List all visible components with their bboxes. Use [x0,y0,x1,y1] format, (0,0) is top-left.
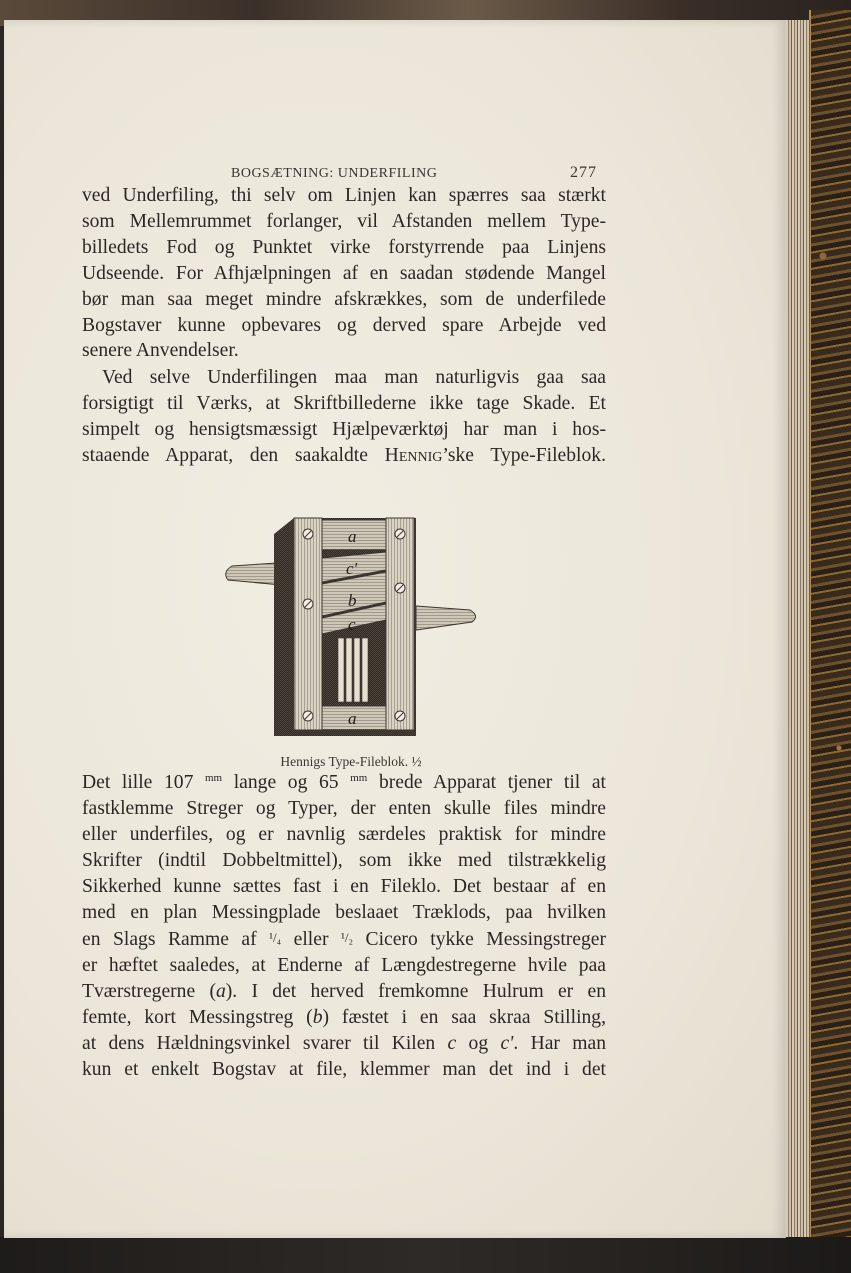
text-span: en Slags Ramme af [82,929,270,951]
text-span: ’ske Type-Fileblok. [442,444,606,466]
label-b: b [348,591,357,610]
italic-letter: c [447,1033,457,1055]
text-line: med en plan Messingplade beslaaet Træklods, paa hvilken [82,901,606,923]
unit-mm: mm [205,772,223,784]
paragraph-2 [82,365,606,469]
person-name: Hennig [384,444,443,466]
text-line: kun et enkelt Bogstav at file, klemmer man det ind i det [82,1058,606,1080]
text-span: ). I det herved fremkomne Hulrum er en [225,981,606,1003]
label-a-top: a [348,527,357,546]
italic-letter: c' [500,1033,514,1055]
caption-text: Hennigs Type-Fileblok. ½ [280,754,422,769]
text-line [82,1005,606,1031]
text-line: bør man saa meget mindre afskrækkes, som de underfilede [82,288,606,310]
text-line: fastklemme Streger og Typer, der enten skulle files mindre [82,797,606,819]
paragraph-1 [82,183,606,364]
label-c: c [348,615,356,634]
fraction: ¹/₄ [269,930,282,946]
text-span: staaende Apparat, den saakaldte [82,444,385,466]
text-line: simpelt og hensigtsmæssigt Hjælpeværktøj har man i hos- [82,418,606,440]
text-span: Tværstregerne ( [82,981,216,1003]
text-span: Cicero tykke Messingstreger [353,929,607,951]
text-span: at dens Hældningsvinkel svarer til Kilen [82,1033,448,1055]
text-line [82,443,606,469]
italic-letter: b [312,1007,323,1029]
text-line [82,925,606,953]
text-line: billedets Fod og Punktet virke forstyrrende paa Linjens [82,236,606,258]
book-page [4,20,786,1238]
text-line: Sikkerhed kunne sættes fast i en Fileklo. Det bestaar af en [82,875,606,897]
fraction: ¹/₂ [340,930,354,946]
italic-letter: a [215,981,226,1003]
running-title: BOGSÆTNING: UNDERFILING [231,166,438,181]
book-bottom-edge [0,1237,851,1273]
paragraph-3 [82,770,606,1083]
text-line: som Mellemrummet forlanger, vil Afstanden mellem Type- [82,210,606,232]
text-line [82,770,606,796]
page-number: 277 [570,164,597,181]
text-line: Bogstaver kunne opbevares og derved spare Arbejde ved [82,314,606,336]
text-line: eller underfiles, og er navnlig særdeles praktisk for mindre [82,823,606,845]
label-a-bottom: a [348,709,357,728]
text-span: brede Apparat tjener til at [367,772,606,793]
text-span: og [456,1033,501,1055]
text-span: femte, kort Messingstreg ( [82,1007,313,1029]
unit-mm: mm [350,772,368,784]
book-cover-edge [809,10,851,1240]
figure-caption [4,754,786,770]
text-line: Skrifter (indtil Dobbeltmittel), som ikke med tilstrækkelig [82,849,606,871]
label-c-prime: c' [346,559,358,578]
text-line: senere Anvendelser. [82,340,239,362]
text-span: ) fæstet i en saa skraa Stilling, [322,1007,607,1029]
text-line: ved Underfiling, thi selv om Linjen kan spærres saa stærkt [82,185,606,206]
text-line: er hæftet saaledes, at Enderne af Længdestregerne hvile paa [82,955,606,977]
text-line: forsigtigt til Værks, at Skriftbillederne ikke tage Skade. Et [82,392,606,414]
text-span: . Har man [513,1033,606,1055]
text-span: eller [281,929,341,951]
text-line [82,979,606,1005]
text-span: lange og 65 [222,772,351,793]
type-fileblok-illustration [220,498,482,736]
text-span: Det lille 107 [82,772,205,793]
text-line: Ved selve Underfilingen maa man naturligvis gaa saa [102,367,606,388]
text-line: Udseende. For Afhjælpningen af en saadan stødende Mangel [82,262,606,284]
text-line [82,1031,606,1057]
